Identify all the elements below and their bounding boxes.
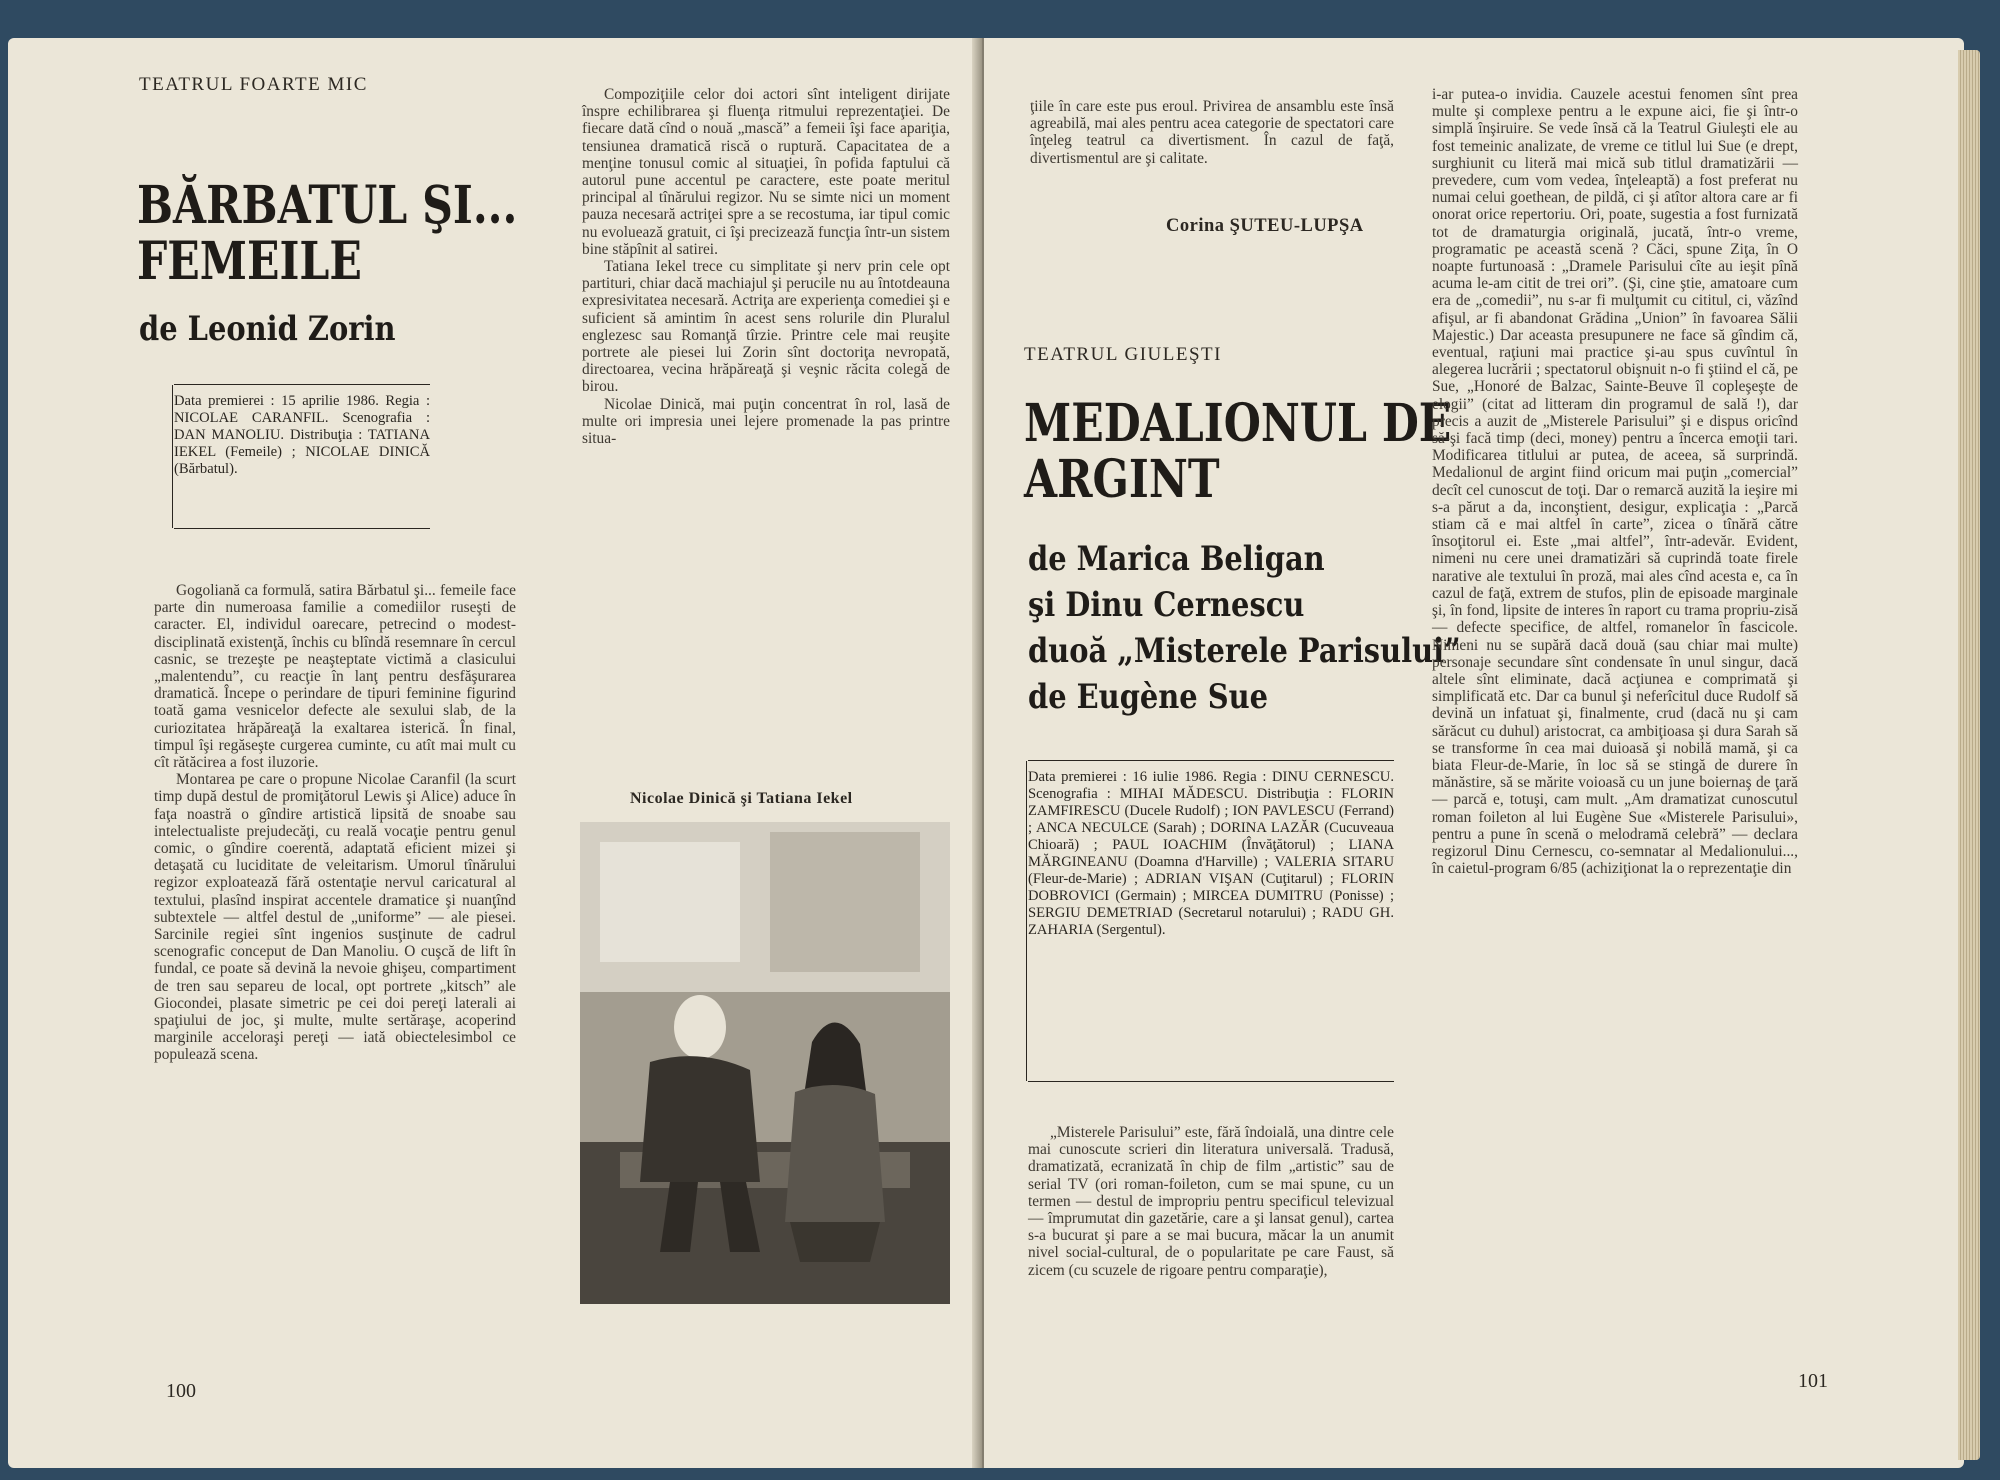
article-byline: de Marica Beligan şi Dinu Cernescu duoă „Misterele Parisului” de Eugène Sue [1028,539,1461,717]
page-number: 100 [166,1380,196,1402]
paragraph: ţiile în care este pus eroul. Privirea de ansamblu este însă agreabilă, mai ales pentru acea categorie de spectatori care înţeleg teatrul ca divertisment. În cazul de faţă, divertismentul are şi calitate. [1030,98,1394,167]
left-column-2 [582,86,950,447]
paragraph: Compoziţiile celor doi actori sînt inteligent dirijate înspre echilibrarea şi fluenţa ritmului reprezentaţiei. De fiecare dată cînd o nouă „mască” a femeii îşi face apariţia, tensiunea dramatică riscă o ruptură. Capacitatea de a menţine tonusul comic al situaţiei, în pofida faptului că autorul pune accentul pe caractere, este poate meritul principal al tînărului regizor. Nu se simte nici un moment pauza necesară actriţei spre a se recostuma, iar tipul comic nu evoluează gratuit, ci îşi precizează funcţia într-un sistem bine stăpînit al satirei. [582,86,950,258]
page-number: 101 [1798,1370,1828,1392]
premiere-info-text: Data premierei : 16 iulie 1986. Regia : DINU CERNESCU. Scenografia : MIHAI MĂDESCU. Distribuţia : FLORIN ZAMFIRESCU (Ducele Rudolf) ; ION PAVLESCU (Ferrand) ; ANCA NECULCE (Sarah) ; DORINA LAZĂR (Cucuveaua Chioară) ; PAUL IOACHIM (Învăţătorul) ; LIANA MĂRGINEANU (Doamna d'Harville) ; VALERIA SITARU (Fleur-de-Marie) ; ADRIAN VIŞAN (Cuţitarul) ; FLORIN DOBROVICI (Germain) ; MIRCEA DUMITRU (Ponisse) ; SERGIU DEMETRIAD (Secretarul notarului) ; RADU GH. ZAHARIA (Sergentul). [1028,769,1394,938]
section-heading: TEATRUL GIULEŞTI [1024,344,1222,365]
paragraph: i-ar putea-o invidia. Cauzele acestui fenomen sînt prea multe şi complexe pentru a le expune aici, fie şi într-o simplă înşiruire. Se vede însă că la Teatrul Giuleşti ele au fost temeinic analizate, de vreme ce titlul lui Sue (e drept, surghiunit cu literă mai mică sub titlul dramatizării — prevedere, cum vom vedea, înţeleaptă) a fost preferat nu numai celui goethean, de pildă, ci şi atîtor altora care ar fi onorat orice repertoriu. Ori, poate, sugestia a fost furnizată tot de dramaturgia originală, jucată, într-o vreme, programatic pe această scenă ? Căci, spune Ziţa, în O noapte furtunoasă : „Dramele Parisului cîte au ieşit pînă acuma le-am citit de trei ori”. (Şi, cine ştie, amatoare cum era de „comedii”, nu s-ar fi mulţumit cu cititul, ci, văzînd afişul, ar fi abandonat Grădina „Union” în favoarea Sălii Majestic.) Dar aceasta presupunere ne face să gîndim că, eventual, raţiuni mai practice şi-au spus cuvîntul în alegerea lucrării ; spectatorul obişnuit n-o fi ştiind el că, pe Sue, „Honoré de Balzac, Sainte-Beuve îl copleşeşte de elogii” (citat ad litteram din programul de sală !), dar precis a auzit de „Misterele Parisului” şi e dispus oricînd să-şi facă timp (deci, money) pentru a încerca emoţii tari. Modificarea titlului ar putea, de aceea, să surprindă. Medalionul de argint fiind oricum mai puţin „comercial” decît cel cunoscut de toţi. Dar o remarcă auzită la ieşire mi s-a părut a da, inconştient, desigur, explicaţia : „Parcă stiam că e mai altfel în carte”, zicea o tînără către însoţitorul ei. Este „mai altfel”, într-adevăr. Evident, nimeni nu cere unei dramatizări să cuprindă toate firele narative ale textului în proză, mai ales cînd acesta e, ca în cazul de faţă, extrem de stufos, plin de episoade marginale şi, în fond, lipsite de interes în raport cu trama propriu-zisă — defecte specifice, de altfel, romanelor în fascicole. Nimeni nu se supără dacă două (sau chiar mai multe) personaje secundare sînt condensate în unul singur, dacă altele sînt eliminate, dacă acţiunea e comprimată şi simplificată etc. Dar ca bunul şi neferîcitul duce Rudolf să devină un infatuat şi, finalmente, crud (dacă nu şi cam sărăcut cu duhul) aristocrat, ca ambiţioasa şi dura Sarah să se transforme în cea mai duioasă şi nobilă mamă, şi ca biata Fleur-de-Marie, în loc să se stingă de durere în mănăstire, să se mărite voioasă cu un june boiernaş de ţară — parcă e, totuşi, cam mult. „Am dramatizat cunoscutul roman foileton al lui Eugène Sue «Misterele Parisului», pentru a pune în scenă o melodramă celebră” — declara regizorul Dinu Cernescu, co-semnatar al Medalionului..., în caietul-program 6/85 (achiziţionat la o reprezentaţie din [1432,86,1798,878]
right-column-1-bottom [1028,1124,1394,1279]
page-edges [1958,50,1980,1460]
premiere-info-box [1028,760,1394,1082]
article-title: MEDALIONUL DE ARGINT [1024,393,1452,510]
box-rule [1026,761,1027,1081]
paragraph: Gogoliană ca formulă, satira Bărbatul şi... femeile face parte din numeroasa familie a comediilor ruseşti de caracter. El, individul oarecare, petrecind o modest-disciplinată existenţă, închis cu blîndă resemnare în cercul casnic, se trezeşte pe neaşteptate victimă a clasicului „malentendu”, cu reacţie în lanţ pentru desfăşurarea dramatică. Începe o perindare de tipuri feminine figurind toată gama vesnicelor defecte ale sexului slab, de la curiozitatea hrăpăreaţă la exaltarea isterică. În final, timpul îşi regăseşte curgerea cuminte, cu atît mai mult cu cît rătăcirea a fost iluzorie. [154,582,516,772]
article-author: Corina ŞUTEU-LUPŞA [1166,216,1364,236]
paragraph: Nicolae Dinică, mai puţin concentrat în rol, lasă de multe ori impresia unei lejere promenade la pas printre situa- [582,395,950,448]
premiere-info-text: Data premierei : 15 aprilie 1986. Regia : NICOLAE CARANFIL. Scenografia : DAN MANOLIU. Distribuţia : TATIANA IEKEL (Femeile) ; NICOLAE DINICĂ (Bărbatul). [174,393,430,477]
premiere-info-box [174,384,430,529]
article-byline: de Leonid Zorin [139,309,396,349]
left-page [8,38,980,1468]
right-column-2 [1432,86,1798,877]
section-heading: TEATRUL FOARTE MIC [139,74,368,95]
paragraph: Tatiana Iekel trece cu simplitate şi nerv prin cele opt partituri, chiar dacă machiajul şi perucile nu au întotdeauna expresivitatea necesară. Actriţa are experienţa comediei şi e suficient să amintim în acest sens rolurile din Pluralul englezesc sau Romanţă tîrzie. Printre cele mai reuşite portrete ale piesei lui Zorin sînt doctoriţa nevropată, directoarea, vecina hrăpăreaţă şi veşnic răcita colegă de birou. [582,258,950,396]
article-title: BĂRBATUL ŞI... FEMEILE [137,175,518,292]
paragraph: „Misterele Parisului” este, fără îndoială, una dintre cele mai cunoscute scrieri din literatura universală. Tradusă, dramatizată, ecranizată în chip de film „artistic” sau de serial TV (ori roman-foileton, cum se mai spune, cu un termen — destul de impropriu pentru specificul televizual — împrumutat din gazetărie, care a şi lansat genul), cartea s-a bucurat şi pare a se mai bucura, măcar la un anumit nivel social-cultural, de o popularitate pe care Faust, să zicem (cu scuzele de rigoare pentru comparaţie), [1028,1124,1394,1279]
paragraph: Montarea pe care o propune Nicolae Caranfil (la scurt timp după destul de promiţătorul Lewis şi Alice) aduce în faţa noastră o gîndire artistică lipsită de snoabe sau intelectualiste prejudecăţi, cu reală vocaţie pentru genul comic, o gîndire coerentă, adaptată eficient mizei şi detaşată cu luciditate de veleitarism. Umorul tînărului regizor exploatează fără ostentaţie nervul caricatural al textului, plasînd inspirat accentele dramatice şi nuanţînd subtextele — altfel destul de „uniforme” — ale piesei. Sarcinile regiei sînt ingenios susţinute de cadrul scenografic conceput de Dan Manoliu. O cuşcă de lift în fundal, ce poate să devină la nevoie ghişeu, compartiment de tren sau separeu de local, opt portrete „kitsch” ale Giocondei, plasate simetric pe cei doi pereţi laterali ai spaţiului de joc, şi multe, multe sertăraşe, acoperind marginile acceloraşi pereţi — iată obiectelesimbol ce populează scena. [154,771,516,1064]
production-photo [580,822,950,1304]
photo-caption: Nicolae Dinică şi Tatiana Iekel [630,790,853,807]
box-rule [172,385,173,528]
photo-illustration [580,822,950,1304]
right-column-1-top [1030,98,1394,167]
left-column-1 [154,582,516,1064]
right-page [984,38,1964,1468]
